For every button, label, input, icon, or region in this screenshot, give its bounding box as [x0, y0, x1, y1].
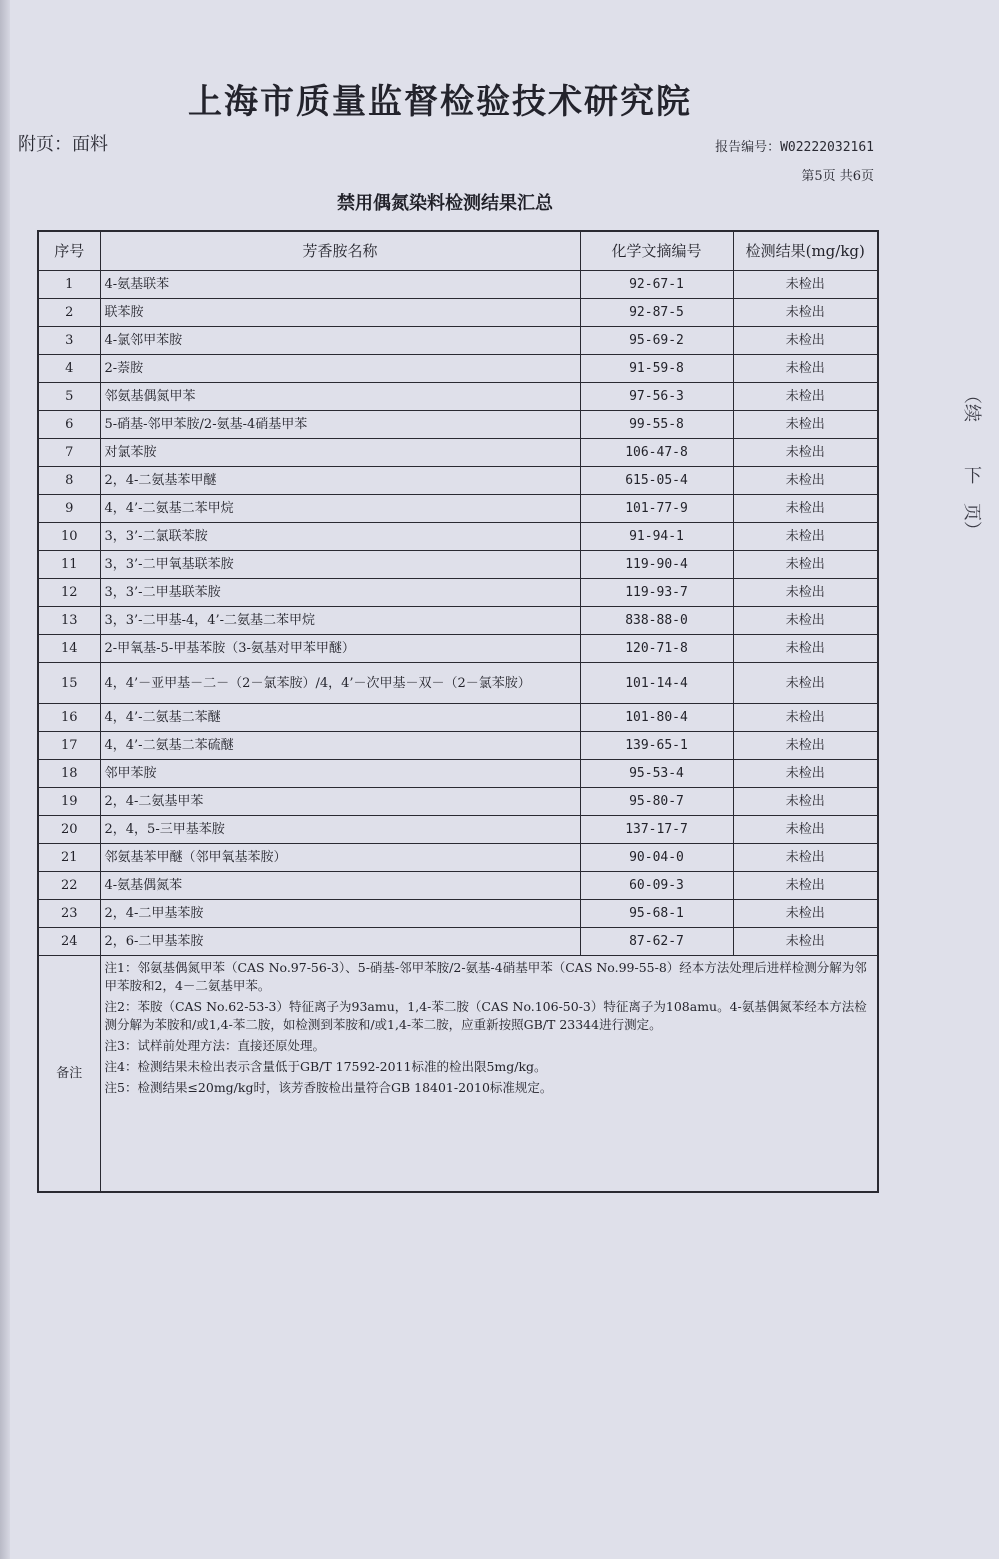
test-result: 未检出: [733, 844, 878, 872]
note-5: 注5：检测结果≤20mg/kg时，该芳香胺检出量符合GB 18401-2010标准规定。: [104, 1080, 553, 1095]
cas-number: 119-93-7: [580, 579, 733, 607]
cas-number: 92-87-5: [580, 299, 733, 327]
table-row: [38, 732, 878, 760]
row-index: 5: [38, 383, 100, 411]
amine-name: 2-甲氧基-5-甲基苯胺（3-氨基对甲苯甲醚）: [100, 635, 580, 663]
table-row: [38, 327, 878, 355]
report-number: 报告编号：W02222032161: [715, 140, 874, 155]
table-row: [38, 704, 878, 732]
table-row: [38, 816, 878, 844]
table-row: [38, 872, 878, 900]
row-index: 14: [38, 635, 100, 663]
row-index: 2: [38, 299, 100, 327]
amine-name: 3，3’-二甲基-4，4’-二氨基二苯甲烷: [100, 607, 580, 635]
binding-shadow: [0, 0, 10, 1559]
amine-name: 4，4’-二氨基二苯醚: [100, 704, 580, 732]
cas-number: 87-62-7: [580, 928, 733, 956]
cas-number: 97-56-3: [580, 383, 733, 411]
test-result: 未检出: [733, 663, 878, 704]
table-row: [38, 271, 878, 299]
test-result: 未检出: [733, 900, 878, 928]
test-result: 未检出: [733, 411, 878, 439]
amine-name: 4，4’－亚甲基－二－（2－氯苯胺）/4，4’－次甲基－双－（2－氯苯胺）: [100, 663, 580, 704]
table-row: [38, 760, 878, 788]
amine-name: 2，6-二甲基苯胺: [100, 928, 580, 956]
amine-name: 3，3’-二甲氧基联苯胺: [100, 551, 580, 579]
table-row: [38, 551, 878, 579]
test-result: 未检出: [733, 355, 878, 383]
cas-number: 119-90-4: [580, 551, 733, 579]
row-index: 9: [38, 495, 100, 523]
row-index: 16: [38, 704, 100, 732]
row-index: 18: [38, 760, 100, 788]
cas-number: 101-80-4: [580, 704, 733, 732]
row-index: 15: [38, 663, 100, 704]
amine-name: 邻氨基偶氮甲苯: [100, 383, 580, 411]
table-row: [38, 663, 878, 704]
amine-name: 邻甲苯胺: [100, 760, 580, 788]
row-index: 21: [38, 844, 100, 872]
test-result: 未检出: [733, 760, 878, 788]
note-2: 注2：苯胺（CAS No.62-53-3）特征离子为93amu，1,4-苯二胺（CAS No.106-50-3）特征离子为108amu。4-氨基偶氮苯经本方法检测分解为苯胺和/或1,4-苯二胺，如检测到苯胺和/或1,4-苯二胺，应重新按照GB/T 23344进行测定。: [104, 999, 867, 1032]
table-row: [38, 788, 878, 816]
test-result: 未检出: [733, 551, 878, 579]
test-result: 未检出: [733, 579, 878, 607]
test-result: 未检出: [733, 704, 878, 732]
cas-number: 838-88-0: [580, 607, 733, 635]
table-row: [38, 411, 878, 439]
amine-name: 4-氨基联苯: [100, 271, 580, 299]
cas-number: 95-53-4: [580, 760, 733, 788]
note-3: 注3：试样前处理方法：直接还原处理。: [104, 1038, 325, 1053]
results-table: [37, 230, 879, 1193]
amine-name: 2，4-二氨基苯甲醚: [100, 467, 580, 495]
row-index: 23: [38, 900, 100, 928]
row-index: 8: [38, 467, 100, 495]
cas-number: 139-65-1: [580, 732, 733, 760]
cas-number: 95-68-1: [580, 900, 733, 928]
cas-number: 91-94-1: [580, 523, 733, 551]
notes-row: [38, 956, 878, 1193]
amine-name: 4，4’-二氨基二苯甲烷: [100, 495, 580, 523]
test-result: 未检出: [733, 635, 878, 663]
amine-name: 2，4，5-三甲基苯胺: [100, 816, 580, 844]
row-index: 1: [38, 271, 100, 299]
row-index: 12: [38, 579, 100, 607]
test-result: 未检出: [733, 732, 878, 760]
margin-mark-page: 页）: [961, 503, 982, 539]
col-header-index: 序号: [38, 231, 100, 271]
amine-name: 2，4-二氨基甲苯: [100, 788, 580, 816]
margin-mark-continued: （续: [961, 386, 982, 422]
col-header-cas: 化学文摘编号: [580, 231, 733, 271]
amine-name: 3，3’-二氯联苯胺: [100, 523, 580, 551]
table-row: [38, 607, 878, 635]
amine-name: 5-硝基-邻甲苯胺/2-氨基-4硝基甲苯: [100, 411, 580, 439]
test-result: 未检出: [733, 523, 878, 551]
row-index: 4: [38, 355, 100, 383]
amine-name: 2，4-二甲基苯胺: [100, 900, 580, 928]
col-header-name: 芳香胺名称: [100, 231, 580, 271]
cas-number: 92-67-1: [580, 271, 733, 299]
table-row: [38, 383, 878, 411]
page-info: 第5页 共6页: [801, 169, 874, 184]
table-row: [38, 467, 878, 495]
note-4: 注4：检测结果未检出表示含量低于GB/T 17592-2011标准的检出限5mg/kg。: [104, 1059, 547, 1074]
cas-number: 101-77-9: [580, 495, 733, 523]
cas-number: 99-55-8: [580, 411, 733, 439]
row-index: 3: [38, 327, 100, 355]
table-row: [38, 928, 878, 956]
test-result: 未检出: [733, 327, 878, 355]
cas-number: 106-47-8: [580, 439, 733, 467]
table-title: 禁用偶氮染料检测结果汇总: [337, 193, 553, 214]
amine-name: 2-萘胺: [100, 355, 580, 383]
test-result: 未检出: [733, 816, 878, 844]
table-row: [38, 523, 878, 551]
note-1: 注1：邻氨基偶氮甲苯（CAS No.97-56-3）、5-硝基-邻甲苯胺/2-氨基-4硝基甲苯（CAS No.99-55-8）经本方法处理后进样检测分解为邻甲苯胺和2，4－二氨基甲苯。: [104, 960, 867, 993]
test-result: 未检出: [733, 467, 878, 495]
test-result: 未检出: [733, 928, 878, 956]
row-index: 11: [38, 551, 100, 579]
amine-name: 4，4’-二氨基二苯硫醚: [100, 732, 580, 760]
amine-name: 3，3’-二甲基联苯胺: [100, 579, 580, 607]
organization-title: 上海市质量监督检验技术研究院: [188, 82, 692, 122]
cas-number: 90-04-0: [580, 844, 733, 872]
attachment-label: 附页：面料: [18, 134, 108, 155]
row-index: 13: [38, 607, 100, 635]
amine-name: 联苯胺: [100, 299, 580, 327]
test-result: 未检出: [733, 271, 878, 299]
table-row: [38, 844, 878, 872]
cas-number: 615-05-4: [580, 467, 733, 495]
test-result: 未检出: [733, 439, 878, 467]
row-index: 19: [38, 788, 100, 816]
table-row: [38, 635, 878, 663]
row-index: 24: [38, 928, 100, 956]
row-index: 17: [38, 732, 100, 760]
row-index: 22: [38, 872, 100, 900]
notes-cell: [100, 956, 878, 1193]
row-index: 6: [38, 411, 100, 439]
cas-number: 137-17-7: [580, 816, 733, 844]
cas-number: 91-59-8: [580, 355, 733, 383]
test-result: 未检出: [733, 495, 878, 523]
cas-number: 101-14-4: [580, 663, 733, 704]
amine-name: 4-氯邻甲苯胺: [100, 327, 580, 355]
row-index: 7: [38, 439, 100, 467]
margin-mark-next: 下: [964, 466, 982, 487]
table-row: [38, 299, 878, 327]
test-result: 未检出: [733, 872, 878, 900]
cas-number: 95-80-7: [580, 788, 733, 816]
notes-label: 备注: [38, 956, 100, 1193]
cas-number: 60-09-3: [580, 872, 733, 900]
table-row: [38, 495, 878, 523]
table-header-row: [38, 231, 878, 271]
cas-number: 95-69-2: [580, 327, 733, 355]
table-row: [38, 579, 878, 607]
table-row: [38, 355, 878, 383]
amine-name: 邻氨基苯甲醚（邻甲氧基苯胺）: [100, 844, 580, 872]
row-index: 10: [38, 523, 100, 551]
test-result: 未检出: [733, 299, 878, 327]
amine-name: 对氯苯胺: [100, 439, 580, 467]
test-result: 未检出: [733, 607, 878, 635]
test-result: 未检出: [733, 788, 878, 816]
row-index: 20: [38, 816, 100, 844]
table-row: [38, 900, 878, 928]
test-result: 未检出: [733, 383, 878, 411]
amine-name: 4-氨基偶氮苯: [100, 872, 580, 900]
col-header-result: 检测结果(mg/kg): [733, 231, 878, 271]
cas-number: 120-71-8: [580, 635, 733, 663]
table-row: [38, 439, 878, 467]
